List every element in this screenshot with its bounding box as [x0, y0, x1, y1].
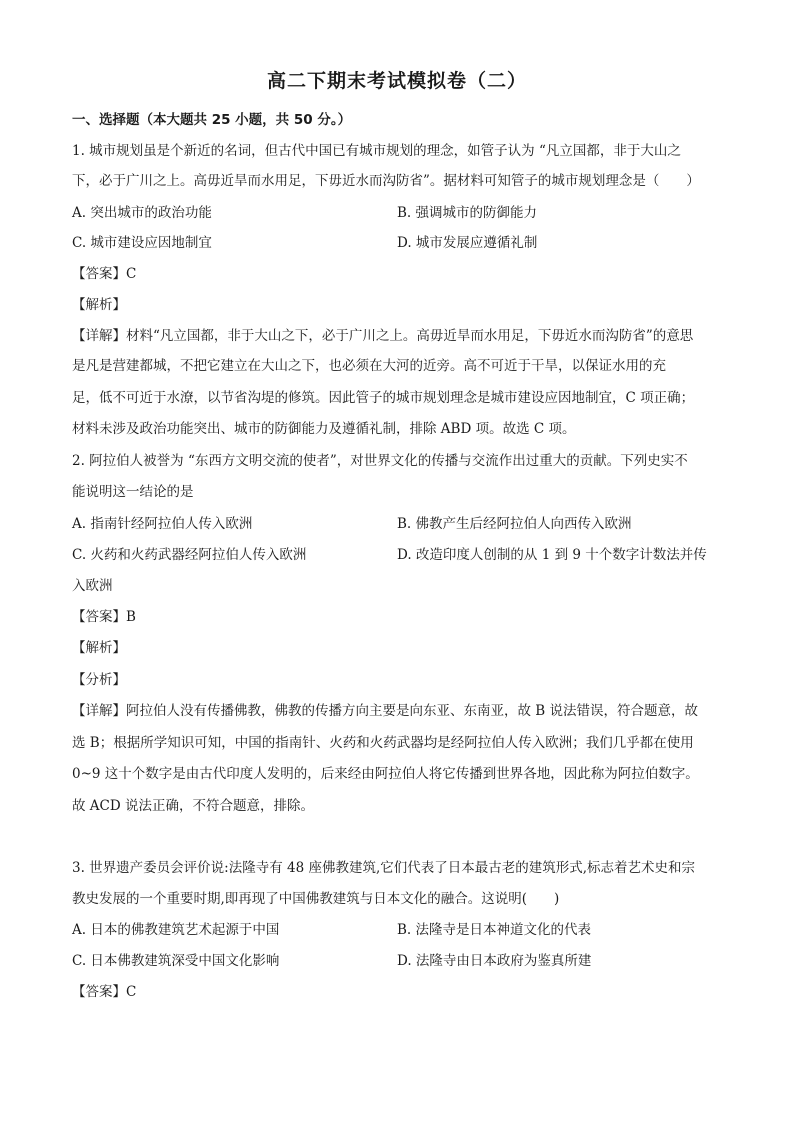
q3-option-b: B. 法隆寺是日本神道文化的代表 [397, 922, 592, 938]
q1-detail-line3: 足，低不可近于水潦，以节省沟堤的修筑。因此管子的城市规划理念是城市建设应因地制宜，C 项正确； [72, 390, 695, 406]
q1-detail-line1: 【详解】材料“凡立国都，非于大山之下，必于广川之上。高毋近旱而水用足，下毋近水而沟防省”的意思 [72, 328, 694, 344]
q2-detail-line3: 0~9 这十个数字是由古代印度人发明的，后来经由阿拉伯人将它传播到世界各地，因此称为阿拉伯数字。 [72, 766, 699, 782]
q3-option-c: C. 日本佛教建筑深受中国文化影响 [72, 953, 280, 969]
section-header: 一、选择题（本大题共 25 小题，共 50 分。） [72, 112, 352, 128]
page-title: 高二下期末考试模拟卷（二） [266, 70, 527, 92]
q1-analysis-label: 【解析】 [72, 297, 126, 313]
q3-option-a: A. 日本的佛教建筑艺术起源于中国 [72, 922, 280, 938]
q1-detail-line4: 材料未涉及政治功能突出、城市的防御能力及遵循礼制，排除 ABD 项。故选 C 项。 [72, 421, 576, 437]
q1-detail-line2: 是凡是营建都城，不把它建立在大山之下，也必须在大河的近旁。高不可近于干旱，以保证水用的充 [72, 358, 666, 374]
q2-stem-line1: 2. 阿拉伯人被誉为 “东西方文明交流的使者”，对世界文化的传播与交流作出过重大的贡献。下列史实不 [72, 453, 688, 469]
q2-option-d: D. 改造印度人创制的从 1 到 9 十个数字计数法并传 [397, 547, 707, 563]
q2-analysis-label: 【解析】 [72, 640, 126, 656]
q2-detail-line2: 选 B；根据所学知识可知，中国的指南针、火药和火药武器均是经阿拉伯人传入欧洲；我们几乎都在使用 [72, 735, 694, 751]
q2-answer: 【答案】B [72, 609, 136, 625]
q2-option-d-cont: 入欧洲 [72, 578, 113, 594]
q2-detail-line1: 【详解】阿拉伯人没有传播佛教，佛教的传播方向主要是向东亚、东南亚，故 B 说法错误，符合题意，故 [72, 703, 699, 719]
q1-stem-line1: 1. 城市规划虽是个新近的名词，但古代中国已有城市规划的理念，如管子认为 “凡立国都，非于大山之 [72, 143, 681, 159]
q1-option-a: A. 突出城市的政治功能 [72, 205, 212, 221]
q2-stem-line2: 能说明这一结论的是 [72, 484, 194, 500]
q3-stem-line2: 教史发展的一个重要时期,即再现了中国佛教建筑与日本文化的融合。这说明( ) [72, 891, 560, 907]
q2-option-b: B. 佛教产生后经阿拉伯人向西传入欧洲 [397, 516, 632, 532]
q1-option-c: C. 城市建设应因地制宜 [72, 235, 212, 251]
q1-answer: 【答案】C [72, 266, 137, 282]
q2-option-c: C. 火药和火药武器经阿拉伯人传入欧洲 [72, 547, 307, 563]
q1-stem-line2: 下，必于广川之上。高毋近旱而水用足，下毋近水而沟防省”。据材料可知管子的城市规划理念是（ ） [72, 173, 700, 189]
q2-option-a: A. 指南针经阿拉伯人传入欧洲 [72, 516, 253, 532]
q1-option-d: D. 城市发展应遵循礼制 [397, 235, 538, 251]
q3-stem-line1: 3. 世界遗产委员会评价说:法隆寺有 48 座佛教建筑,它们代表了日本最古老的建筑形式,标志着艺术史和宗 [72, 860, 696, 876]
q2-fenxi-label: 【分析】 [72, 672, 126, 688]
q2-detail-line4: 故 ACD 说法正确，不符合题意，排除。 [72, 798, 314, 814]
q3-answer: 【答案】C [72, 984, 137, 1000]
q1-option-b: B. 强调城市的防御能力 [397, 205, 538, 221]
q3-option-d: D. 法隆寺由日本政府为鉴真所建 [397, 953, 592, 969]
